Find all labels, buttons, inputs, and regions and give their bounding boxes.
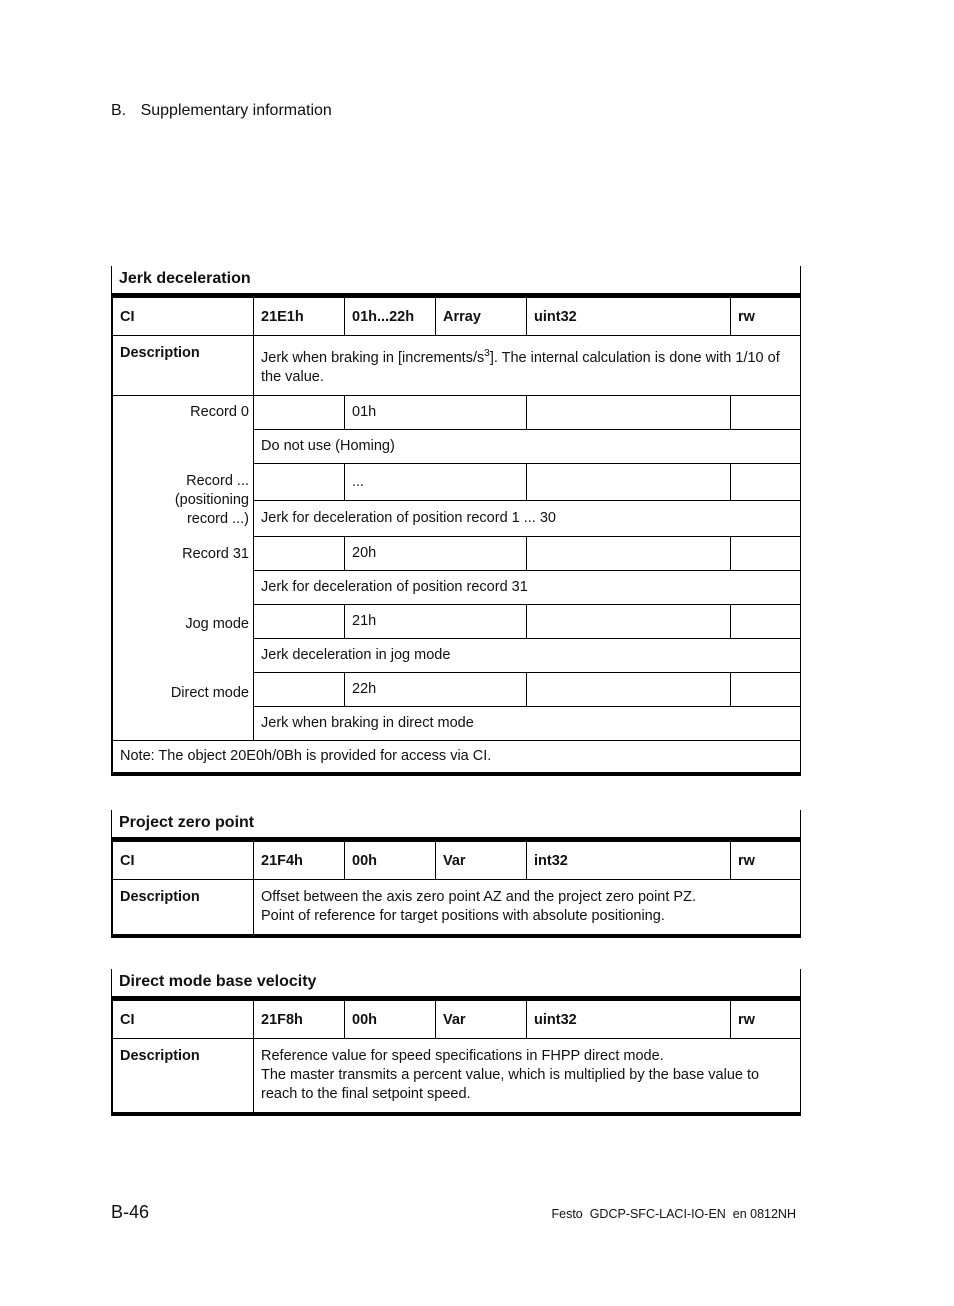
note-row bbox=[113, 740, 801, 774]
ci-label: CI bbox=[113, 298, 254, 336]
ci-label: CI bbox=[113, 842, 254, 880]
document-id: Festo GDCP-SFC-LACI-IO-EN en 0812NH bbox=[551, 1207, 796, 1221]
block-title: Jerk deceleration bbox=[112, 266, 800, 297]
record-row bbox=[113, 395, 801, 429]
ci-index: 21E1h bbox=[254, 298, 345, 336]
ci-subindex: 00h bbox=[345, 1001, 436, 1039]
record-description: Do not use (Homing) bbox=[254, 429, 801, 463]
record-empty-cell bbox=[527, 604, 731, 638]
record-subindex: 20h bbox=[345, 536, 527, 570]
record-empty-cell bbox=[254, 395, 345, 429]
direct-mode-base-velocity-block bbox=[111, 969, 801, 1116]
jerk-table bbox=[112, 297, 801, 776]
description-row bbox=[113, 1039, 801, 1115]
ci-class: Var bbox=[436, 1001, 527, 1039]
record-empty-cell bbox=[254, 672, 345, 706]
record-empty-cell bbox=[527, 395, 731, 429]
note-text: Note: The object 20E0h/0Bh is provided for access via CI. bbox=[113, 740, 801, 774]
record-empty-cell bbox=[731, 536, 801, 570]
section-title: Supplementary information bbox=[140, 102, 332, 119]
record-empty-cell bbox=[731, 604, 801, 638]
record-empty-cell bbox=[254, 604, 345, 638]
ci-row bbox=[113, 842, 801, 880]
description-label: Description bbox=[113, 336, 254, 396]
description-label: Description bbox=[113, 880, 254, 937]
record-description: Jerk deceleration in jog mode bbox=[254, 638, 801, 672]
record-subindex: 21h bbox=[345, 604, 527, 638]
ci-row bbox=[113, 1001, 801, 1039]
record-description: Jerk for deceleration of position record 31 bbox=[254, 570, 801, 604]
ci-type: uint32 bbox=[527, 298, 731, 336]
ci-access: rw bbox=[731, 298, 801, 336]
page-header bbox=[111, 102, 332, 120]
ci-row bbox=[113, 298, 801, 336]
record-empty-cell bbox=[527, 463, 731, 500]
ci-label: CI bbox=[113, 1001, 254, 1039]
record-empty-cell bbox=[731, 463, 801, 500]
description-label: Description bbox=[113, 1039, 254, 1115]
block-title: Direct mode base velocity bbox=[112, 969, 800, 1000]
record-empty-cell bbox=[254, 463, 345, 500]
record-empty-cell bbox=[527, 536, 731, 570]
ci-index: 21F4h bbox=[254, 842, 345, 880]
record-empty-cell bbox=[254, 536, 345, 570]
record-subindex: 01h bbox=[345, 395, 527, 429]
description-text: Reference value for speed specifications in FHPP direct mode. The master transmits a percent value, which is multiplied by the base value to reach to the final setpoint speed. bbox=[254, 1039, 801, 1115]
record-description: Jerk when braking in direct mode bbox=[254, 706, 801, 740]
record-label-range: Record ... (positioning record ...) bbox=[174, 472, 249, 527]
ci-type: int32 bbox=[527, 842, 731, 880]
record-empty-cell bbox=[731, 672, 801, 706]
project-zero-point-block bbox=[111, 810, 801, 938]
ci-type: uint32 bbox=[527, 1001, 731, 1039]
record-label: Record 0 bbox=[190, 403, 249, 420]
record-label: Record 31 bbox=[182, 545, 249, 562]
block-title: Project zero point bbox=[112, 810, 800, 841]
ci-class: Array bbox=[436, 298, 527, 336]
ci-subindex: 00h bbox=[345, 842, 436, 880]
record-subindex: ... bbox=[345, 463, 527, 500]
jerk-deceleration-block bbox=[111, 266, 801, 776]
description-text: Jerk when braking in $[increments/s^3]$. The internal calculation is done with 1/10 of the value. bbox=[254, 336, 801, 396]
ci-index: 21F8h bbox=[254, 1001, 345, 1039]
page-number: B-46 bbox=[111, 1202, 150, 1222]
ci-access: rw bbox=[731, 842, 801, 880]
record-subindex: 22h bbox=[345, 672, 527, 706]
section-number: B. bbox=[111, 102, 127, 119]
ci-access: rw bbox=[731, 1001, 801, 1039]
ci-class: Var bbox=[436, 842, 527, 880]
record-description: Jerk for deceleration of position record 1 ... 30 bbox=[254, 500, 801, 536]
description-row bbox=[113, 336, 801, 396]
record-empty-cell bbox=[731, 395, 801, 429]
zero-table bbox=[112, 841, 801, 938]
record-label: Direct mode bbox=[170, 684, 249, 701]
record-label: Jog mode bbox=[185, 615, 249, 632]
velocity-table bbox=[112, 1000, 801, 1116]
record-labels bbox=[113, 395, 254, 740]
record-empty-cell bbox=[527, 672, 731, 706]
ci-subindex: 01h...22h bbox=[345, 298, 436, 336]
description-text: Offset between the axis zero point AZ and the project zero point PZ. Point of reference for target positions with absolute positioning. bbox=[254, 880, 801, 937]
description-row bbox=[113, 880, 801, 937]
